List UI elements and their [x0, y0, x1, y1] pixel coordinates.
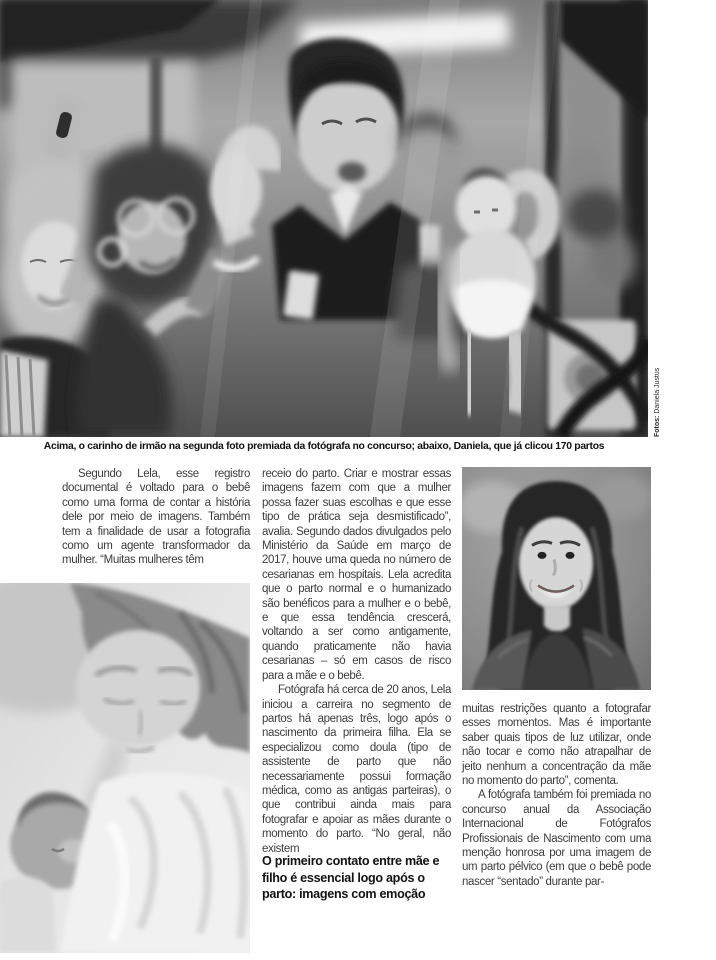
portrait-photo-daniela: [462, 467, 651, 690]
paragraph: A fotógrafa também foi premiada no concurso anual da Associação Internacional de Fotógrafos Profissionais de Nascimento com uma menção honrosa por uma imagem de um parto pélvico (em que o bebê pode nascer “sentado” durante par-: [462, 789, 651, 888]
left-photo-mother-newborn: [0, 583, 250, 953]
portrait-photo-illustration: [462, 467, 651, 690]
paragraph: Segundo Lela, esse registro documental é voltado para o bebê como uma forma de contar a história dele por meio de imagens. Também tem a finalidade de usar a fotografia como um agente transformador da mulher. “Muitas mulheres têm: [62, 468, 250, 567]
article-column-2: [262, 467, 451, 856]
left-photo-illustration: [0, 583, 250, 953]
photo-credit: [654, 368, 661, 437]
paragraph: Fotógrafa há cerca de 20 anos, Lela iniciou a carreira no segmento de partos há apenas três, logo após o nascimento da primeira filha. Ela se especializou como doula (tipo de assistente de parto que não necessariamente possui formação médica, como as antigas parteiras), o que contribui ainda mais para fotografar e apoiar as mães durante o momento do parto. “No geral, não existem: [262, 684, 451, 855]
pull-quote: O primeiro contato entre mãe e filho é essencial logo após o parto: imagens com emoção: [262, 854, 440, 902]
photo-credit-label: Fotos:: [654, 415, 661, 437]
top-photo-illustration: [0, 0, 648, 437]
top-photo-nursery-window: [0, 0, 648, 437]
paragraph: receio do parto. Criar e mostrar essas imagens fazem com que a mulher possa fazer suas escolhas e que esse tipo de prática seja desmistificado”, avalia. Segundo dados divulgados pelo Ministério da Saúde em março de 2017, houve uma queda no número de cesarianas em hospitais. Lela acredita que o parto normal e o humanizado são benéficos para a mulher e o bebê, e que essa tendência crescerá, voltando a ser como antigamente, quando praticamente não havia cesarianas – só em casos de risco para a mãe e o bebê.: [262, 468, 451, 682]
article-column-1: [62, 467, 250, 568]
paragraph: muitas restrições quanto a fotografar esses momentos. Mas é importante saber quais tipos de luz utilizar, onde não tocar e como não atrapalhar de jeito nenhum a concentração da mãe no momento do parto”, comenta.: [462, 703, 651, 788]
article-column-3: [462, 702, 651, 889]
photo-caption: Acima, o carinho de irmão na segunda foto premiada da fotógrafa no concurso; abaixo, Daniela, que já clicou 170 partos: [43, 441, 605, 452]
photo-credit-name: Daniela Justus: [654, 367, 661, 414]
